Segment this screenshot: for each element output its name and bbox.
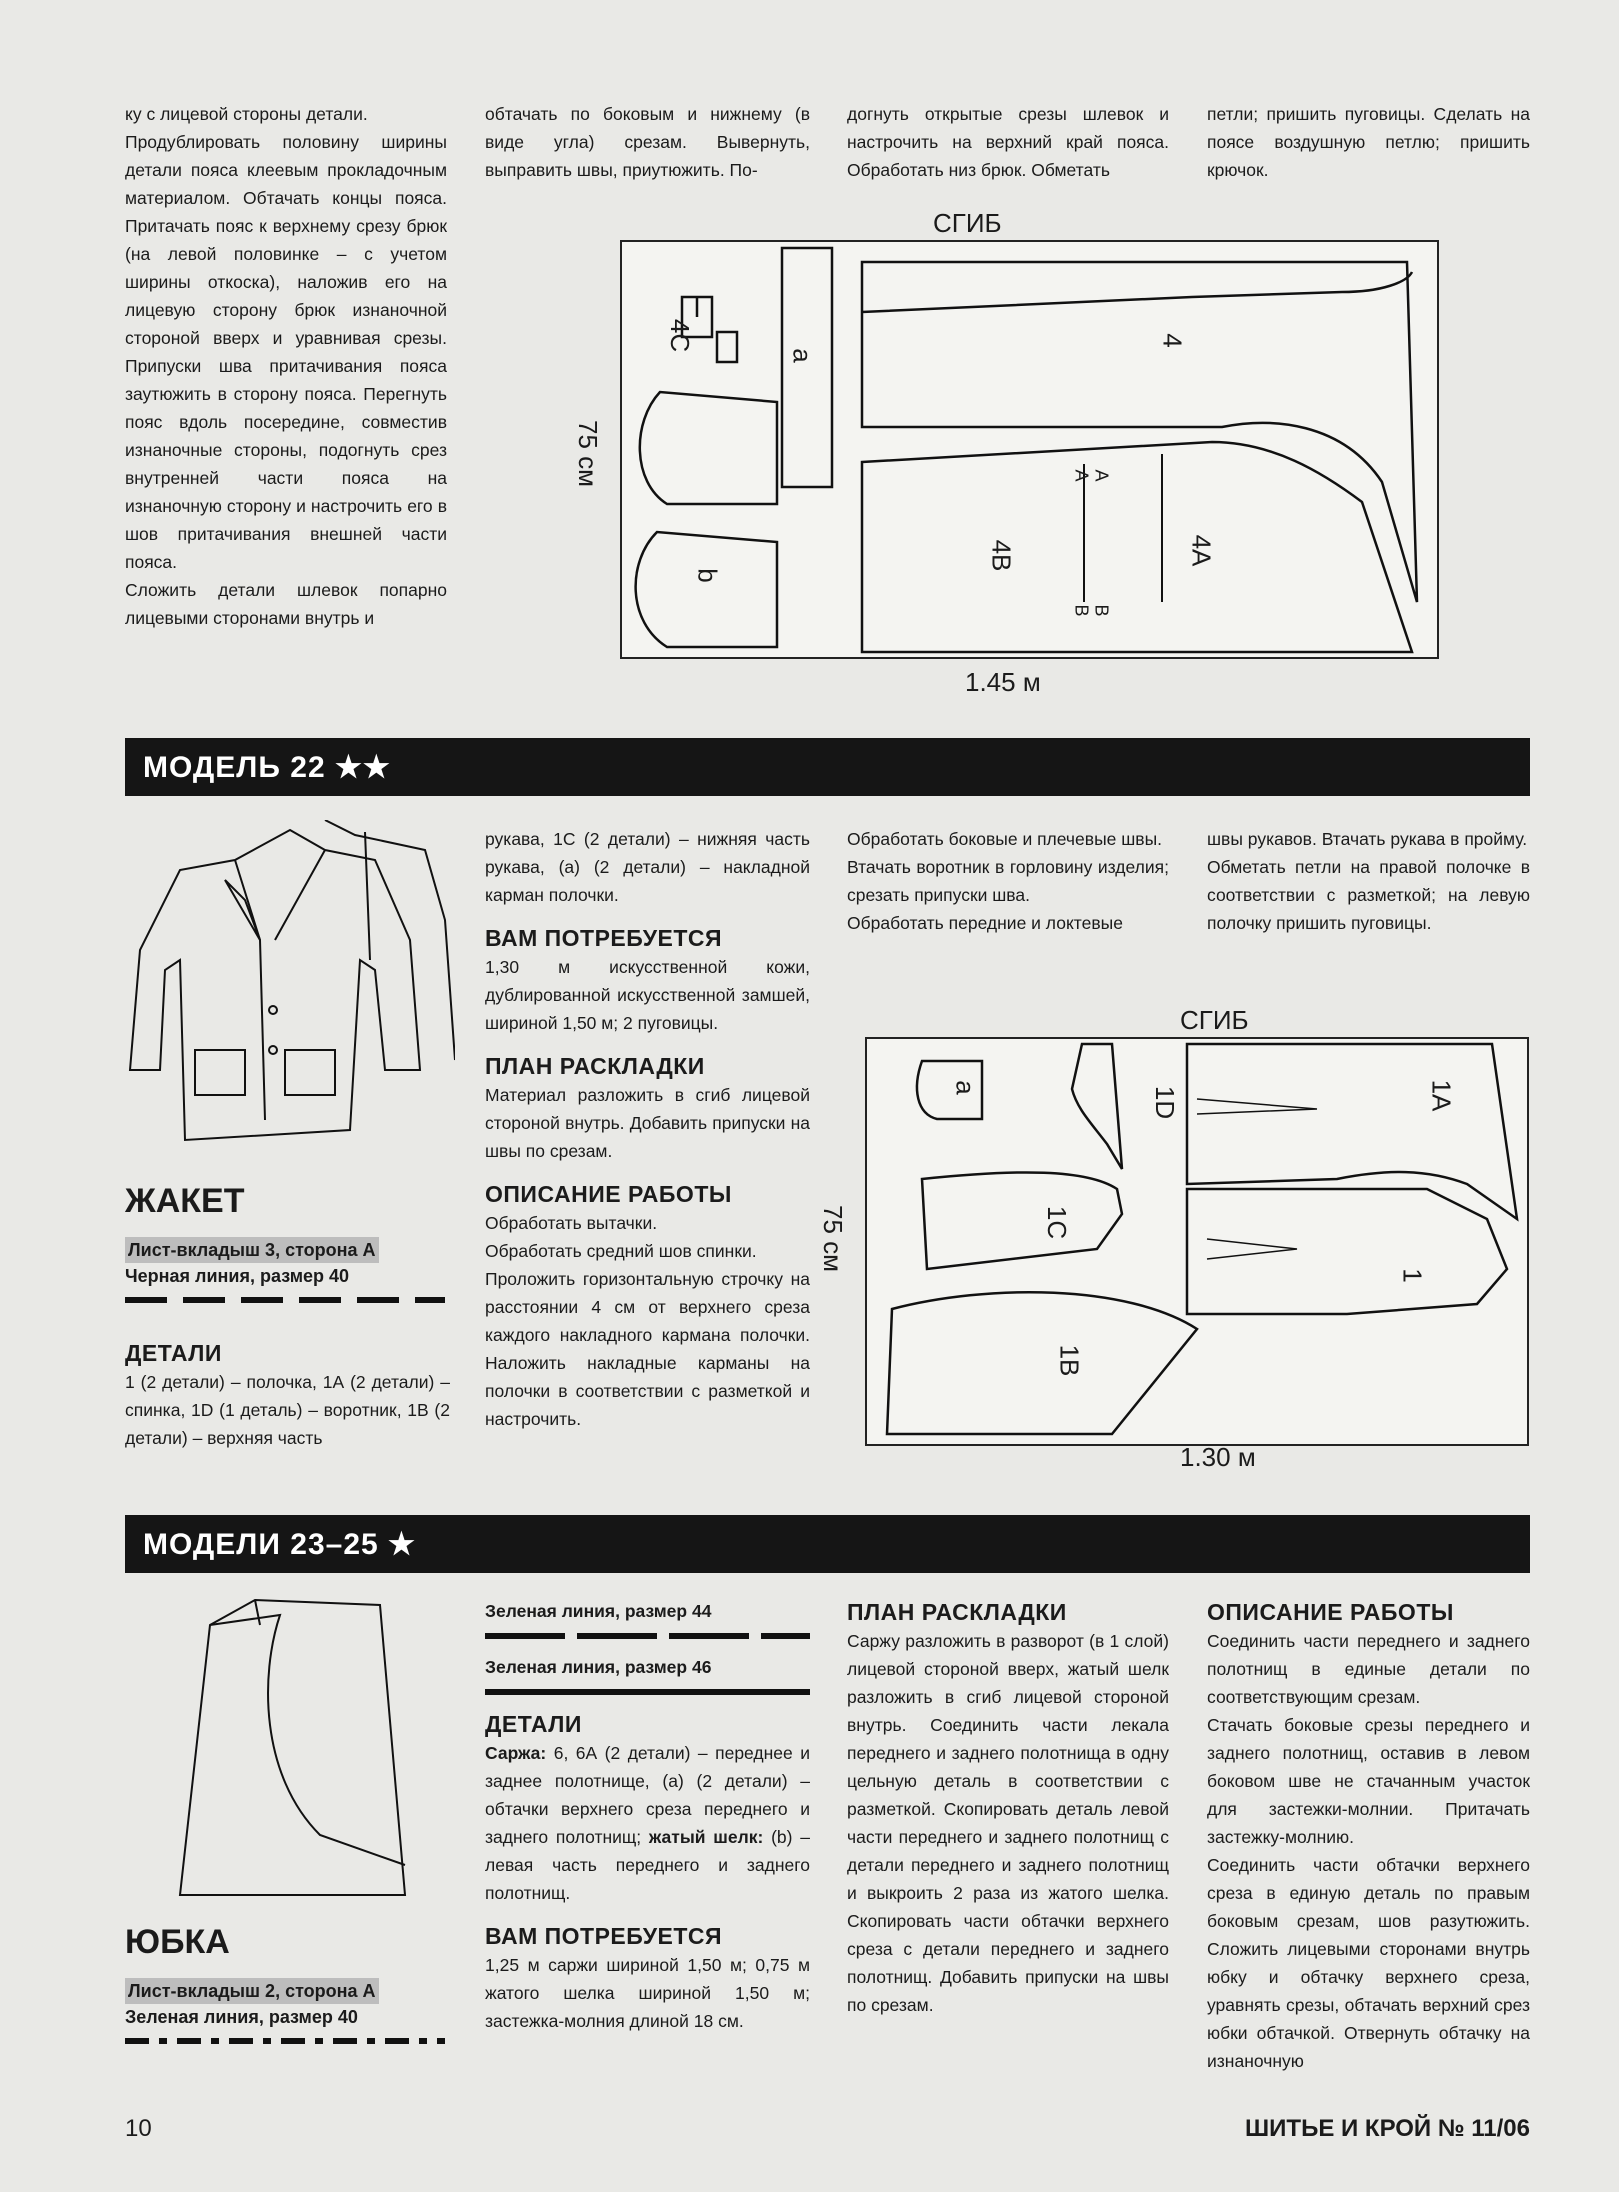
para: Саржу разложить в разворот (в 1 слой) лицевой стороной вверх, жатый шелк разложить в сгиб лицевой стороной внутрь. Соединить части лекала переднего и заднего полотнища в одну цельную деталь в соответствии с разметкой. Скопировать деталь левой части переднего и заднего полотнищ с детали переднего и заднего полотнищ и выкроить 2 раза из жатого шелка. Скопировать части обтачки верхнего среза с детали переднего и заднего полотнищ. Добавить припуски на швы по срезам.: [847, 1631, 1169, 2015]
diagram1-height-label: 75 см: [573, 420, 603, 488]
diagram1-label-4a: 4А: [1186, 534, 1217, 567]
para: ку с лицевой стороны детали.: [125, 104, 368, 124]
skirt-illustration: [170, 1595, 410, 1905]
model23-col-3: [847, 1597, 1169, 2019]
line44: Зеленая линия, размер 44: [485, 1601, 712, 1621]
model22-banner-text: МОДЕЛЬ 22 ★★: [143, 751, 391, 784]
model23-col-2: [485, 1597, 810, 2035]
piece-1a: [1187, 1044, 1517, 1219]
para: швы рукавов. Втачать рукава в пройму.: [1207, 829, 1528, 849]
piece-1c: [922, 1172, 1122, 1269]
piece-4a-4b: [862, 442, 1412, 652]
plan-heading: ПЛАН РАСКЛАДКИ: [485, 1053, 705, 1079]
diagram2-height-label: 75 см: [818, 1205, 848, 1273]
skirt-sheet: Лист-вкладыш 2, сторона А: [125, 1978, 379, 2004]
model23-banner-text: МОДЕЛИ 23–25 ★: [143, 1528, 416, 1561]
jacket-line: Черная линия, размер 40: [125, 1266, 350, 1286]
top-col-4: петли; пришить пуговицы. Сделать на поясе воздушную петлю; пришить крючок.: [1207, 104, 1530, 180]
need-heading: ВАМ ПОТРЕБУЕТСЯ: [485, 925, 723, 951]
work-heading: ОПИСАНИЕ РАБОТЫ: [1207, 1599, 1454, 1625]
details-heading: ДЕТАЛИ: [125, 1340, 222, 1366]
fabric-label: Саржа:: [485, 1743, 547, 1763]
para: 6, 6А (2 детали) – переднее и заднее полотнище, (а) (2 детали) – обтачки верхнего среза переднего и заднего полотнищ;: [485, 1743, 810, 1847]
para: Обработать вытачки.: [485, 1213, 658, 1233]
para: Стачать боковые срезы переднего и заднего полотнищ, оставив в левом боковом шве не стачанным участок для застежки-молнии. Притачать застежку-молнию.: [1207, 1715, 1530, 1847]
diagram2-label-1: 1: [1397, 1268, 1428, 1283]
details-heading: ДЕТАЛИ: [485, 1711, 582, 1737]
fabric-label: жатый шелк:: [648, 1827, 764, 1847]
model22-col-3: [847, 825, 1169, 937]
diagram1-label-4b: 4В: [986, 539, 1017, 572]
model23-col-4: [1207, 1597, 1530, 2075]
diagram2-width-label: 1.30 м: [1180, 1442, 1256, 1472]
para: 1,30 м искусственной кожи, дублированной искусственной замшей, шириной 1,50 м; 2 пуговицы.: [485, 957, 810, 1033]
details-text: [485, 1739, 810, 1907]
line-sample-dashdot: [125, 2038, 445, 2044]
para: Втачать воротник в горловину изделия; срезать припуски шва.: [847, 857, 1169, 905]
para: рукава, 1С (2 детали) – нижняя часть рукава, (а) (2 детали) – накладной карман полочки.: [485, 829, 810, 905]
model22-col-2: [485, 825, 810, 1433]
line-sample-dashed: [125, 1297, 445, 1303]
jacket-sheet: Лист-вкладыш 3, сторона А: [125, 1237, 379, 1263]
diagram1-label-B1: В: [1071, 604, 1092, 617]
para: 1,25 м саржи шириной 1,50 м; 0,75 м жатого шелка шириной 1,50 м; застежка-молния длиной 18 см.: [485, 1955, 810, 2031]
skirt-line: Зеленая линия, размер 40: [125, 2007, 358, 2027]
model22-banner: [125, 738, 1530, 796]
para: (b) – левая часть переднего и заднего полотнищ.: [485, 1827, 810, 1903]
skirt-sheet-info: [125, 1978, 445, 2044]
diagram2-label-1b: 1В: [1054, 1344, 1085, 1377]
diagram2-label-1d: 1D: [1150, 1085, 1181, 1120]
jacket-details: [125, 1338, 450, 1452]
piece-1: [1187, 1189, 1507, 1314]
top-col-2: обтачать по боковым и нижнему (в виде угла) срезам. Вывернуть, выправить швы, приутюжить. По-: [485, 104, 810, 180]
diagram2-label-a: а: [950, 1080, 981, 1095]
piece-1b: [887, 1292, 1197, 1434]
top-col-3: догнуть открытые срезы шлевок и настрочить на верхний край пояса. Обработать низ брюк. Обметать: [847, 104, 1169, 180]
piece-b: [640, 392, 777, 504]
plan-heading: ПЛАН РАСКЛАДКИ: [847, 1599, 1067, 1625]
diagram1-label-4c: 4С: [665, 318, 696, 353]
diagram2-label-1c: 1С: [1042, 1205, 1073, 1240]
need-heading: ВАМ ПОТРЕБУЕТСЯ: [485, 1923, 723, 1949]
jacket-illustration: [125, 820, 455, 1150]
skirt-title: ЮБКА: [125, 1923, 230, 1961]
magazine-issue: ШИТЬЕ И КРОЙ № 11/06: [1245, 2115, 1530, 2142]
diagram1-label-A1: А: [1071, 469, 1092, 482]
jacket-sheet-info: [125, 1237, 445, 1303]
line-sample-44: [485, 1633, 810, 1639]
top-col-1: [125, 100, 447, 632]
para: Сложить детали шлевок попарно лицевыми сторонами внутрь и: [125, 580, 447, 628]
diagram1-label-4: 4: [1157, 333, 1188, 348]
para: Обработать передние и локтевые: [847, 913, 1123, 933]
diagram1-label-a: а: [787, 348, 818, 363]
diagram1-pattern-pieces: [622, 242, 1437, 657]
jacket-title: ЖАКЕТ: [125, 1182, 245, 1220]
piece-1d: [1072, 1044, 1122, 1169]
diagram2-label-1a: 1А: [1426, 1079, 1457, 1112]
piece-4: [862, 262, 1417, 602]
diagram1-label-b: b: [692, 568, 723, 583]
layout-diagram-1: [620, 240, 1439, 659]
diagram1-width-label: 1.45 м: [965, 667, 1041, 697]
para: Обметать петли на правой полочке в соответствии с разметкой; на левую полочку пришить пуговицы.: [1207, 857, 1530, 933]
diagram1-label-A2: А: [1091, 469, 1112, 482]
model23-banner: [125, 1515, 1530, 1573]
para: Соединить части переднего и заднего полотнищ в единые детали по соответствующим срезам.: [1207, 1631, 1530, 1707]
model22-col-4: [1207, 825, 1530, 937]
work-heading: ОПИСАНИЕ РАБОТЫ: [485, 1181, 732, 1207]
details-text: 1 (2 детали) – полочка, 1А (2 детали) – спинка, 1D (1 деталь) – воротник, 1В (2 детали) – верхняя часть: [125, 1372, 450, 1448]
para: Обработать боковые и плечевые швы.: [847, 829, 1163, 849]
para: Соединить части обтачки верхнего среза в единую деталь по правым боковым срезам, шов разутюжить. Сложить лицевыми сторонами внутрь юбку и обтачку верхнего среза, уравнять срезы, обтачать верхний срез юбки обтачкой. Отвернуть обтачку на изнаночную: [1207, 1855, 1530, 2071]
para: Материал разложить в сгиб лицевой стороной внутрь. Добавить припуски на швы по срезам.: [485, 1085, 810, 1161]
line46: Зеленая линия, размер 46: [485, 1657, 712, 1677]
diagram1-fold-label: СГИБ: [933, 208, 1002, 238]
piece-a: [782, 248, 832, 487]
para: Обработать средний шов спинки.: [485, 1241, 757, 1261]
page-number: 10: [125, 2115, 152, 2142]
diagram1-label-B2: В: [1091, 604, 1112, 617]
diagram2-fold-label: СГИБ: [1180, 1005, 1249, 1035]
para: Проложить горизонтальную строчку на расстоянии 4 см от верхнего среза каждого накладного кармана полочки. Наложить накладные карманы на полочки в соответствии с разметкой и настрочить.: [485, 1269, 810, 1429]
para: Продублировать половину ширины детали пояса клеевым прокладочным материалом. Обтачать концы пояса. Притачать пояс к верхнему срезу брюк (на левой половинке – с учетом ширины откоска), наложив его на лицевую сторону брюк изнаночной стороной вверх и уравнивая срезы. Припуски шва притачивания пояса заутюжить в сторону пояса. Перегнуть пояс вдоль посередине, совместив изнаночные стороны, подогнуть срез внутренней части пояса на изнаночную сторону и настрочить его в шов притачивания внешней части пояса.: [125, 132, 447, 572]
piece-b2: [636, 532, 777, 647]
line-sample-46: [485, 1689, 810, 1695]
